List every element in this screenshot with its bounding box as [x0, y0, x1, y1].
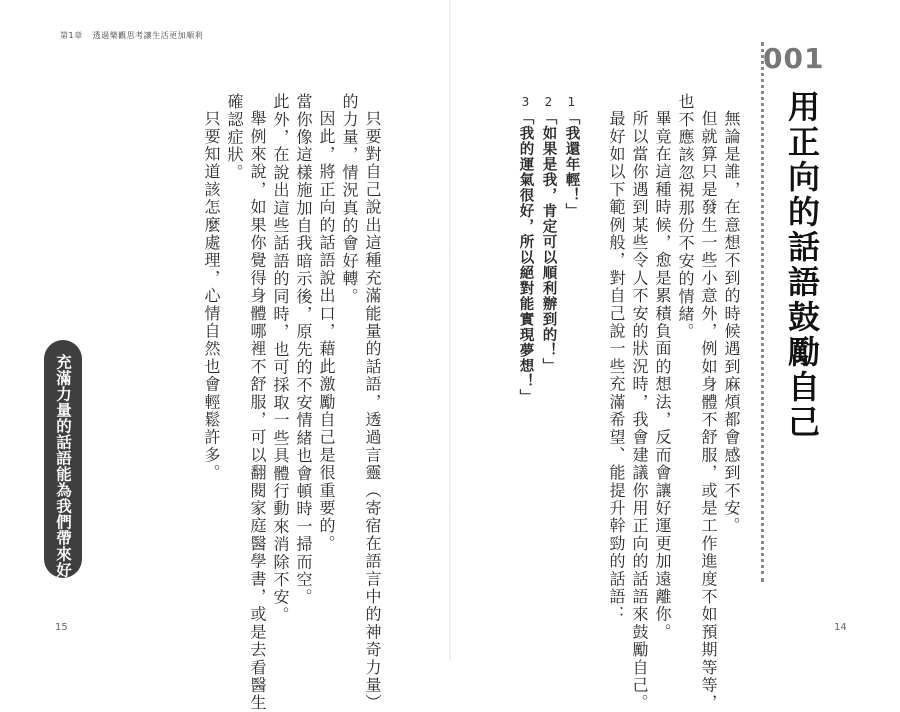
body-line: 最好如以下範例般，對自己說一些充滿希望、能提升幹勁的話語：: [607, 110, 626, 624]
running-header: [60, 30, 213, 41]
example-item: [564, 95, 579, 219]
body-line: 確認症狀。: [225, 93, 244, 182]
page-number-left: 15: [55, 622, 68, 633]
example-number: 1: [564, 95, 579, 110]
body-line: 當你像這樣施加自我暗示後，原先的不安情緒也會頓時一掃而空。: [294, 93, 313, 607]
dotted-divider: [761, 42, 764, 582]
body-line: 也不應該忽視那份不安的情緒。: [676, 93, 695, 341]
page-number-right: 14: [834, 622, 847, 633]
body-line: 因此，將正向的話語說出口，藉此激勵自己是很重要的。: [317, 110, 336, 553]
body-line: 此外，在說出這些話語的同時，也可採取一些具體行動來消除不安。: [271, 93, 290, 624]
body-line: 無論是誰，在意想不到的時候遇到麻煩都會感到不安。: [722, 110, 741, 535]
body-line: 只要知道該怎麼處理，心情自然也會輕鬆許多。: [202, 110, 221, 482]
sidebar-badge: [44, 340, 82, 594]
section-number: 001: [763, 42, 825, 75]
sidebar-badge-text: 充滿力量的話語能為我們帶來好運: [54, 354, 72, 594]
body-line: 所以當你遇到某些令人不安的狀況時，我會建議你用正向的話語來鼓勵自己。: [630, 110, 649, 712]
header-title: 透過樂觀思考讓生活更加順利: [92, 31, 204, 40]
example-text: 「如果是我，肯定可以順利辦到的！」: [540, 110, 557, 374]
section-title: 用正向的話語鼓勵自己: [783, 90, 821, 440]
header-chapter: 第1章: [60, 31, 83, 40]
body-line: 但就算只是發生一些小意外，例如身體不舒服，或是工作進度不如預期等等，: [699, 110, 718, 712]
example-item: [541, 95, 556, 374]
body-line: 的力量，情況真的會好轉。: [340, 93, 359, 306]
example-text: 「我的運氣很好，所以絕對能實現夢想！」: [517, 110, 534, 405]
example-number: 2: [541, 95, 556, 110]
body-line: 畢竟在這種時候，愈是累積負面的想法，反而會讓好運更加遠離你。: [653, 110, 672, 641]
right-page: [450, 0, 900, 712]
body-line: 舉例來說，如果你覺得身體哪裡不舒服，可以翻閱家庭醫學書，或是去看醫生: [248, 110, 267, 712]
example-number: 3: [518, 95, 533, 110]
body-line: 只要對自己說出這種充滿能量的話語，透過言靈（寄宿在語言中的神奇力量）: [363, 110, 382, 712]
example-text: 「我還年輕！」: [563, 110, 580, 219]
example-item: [518, 95, 533, 405]
